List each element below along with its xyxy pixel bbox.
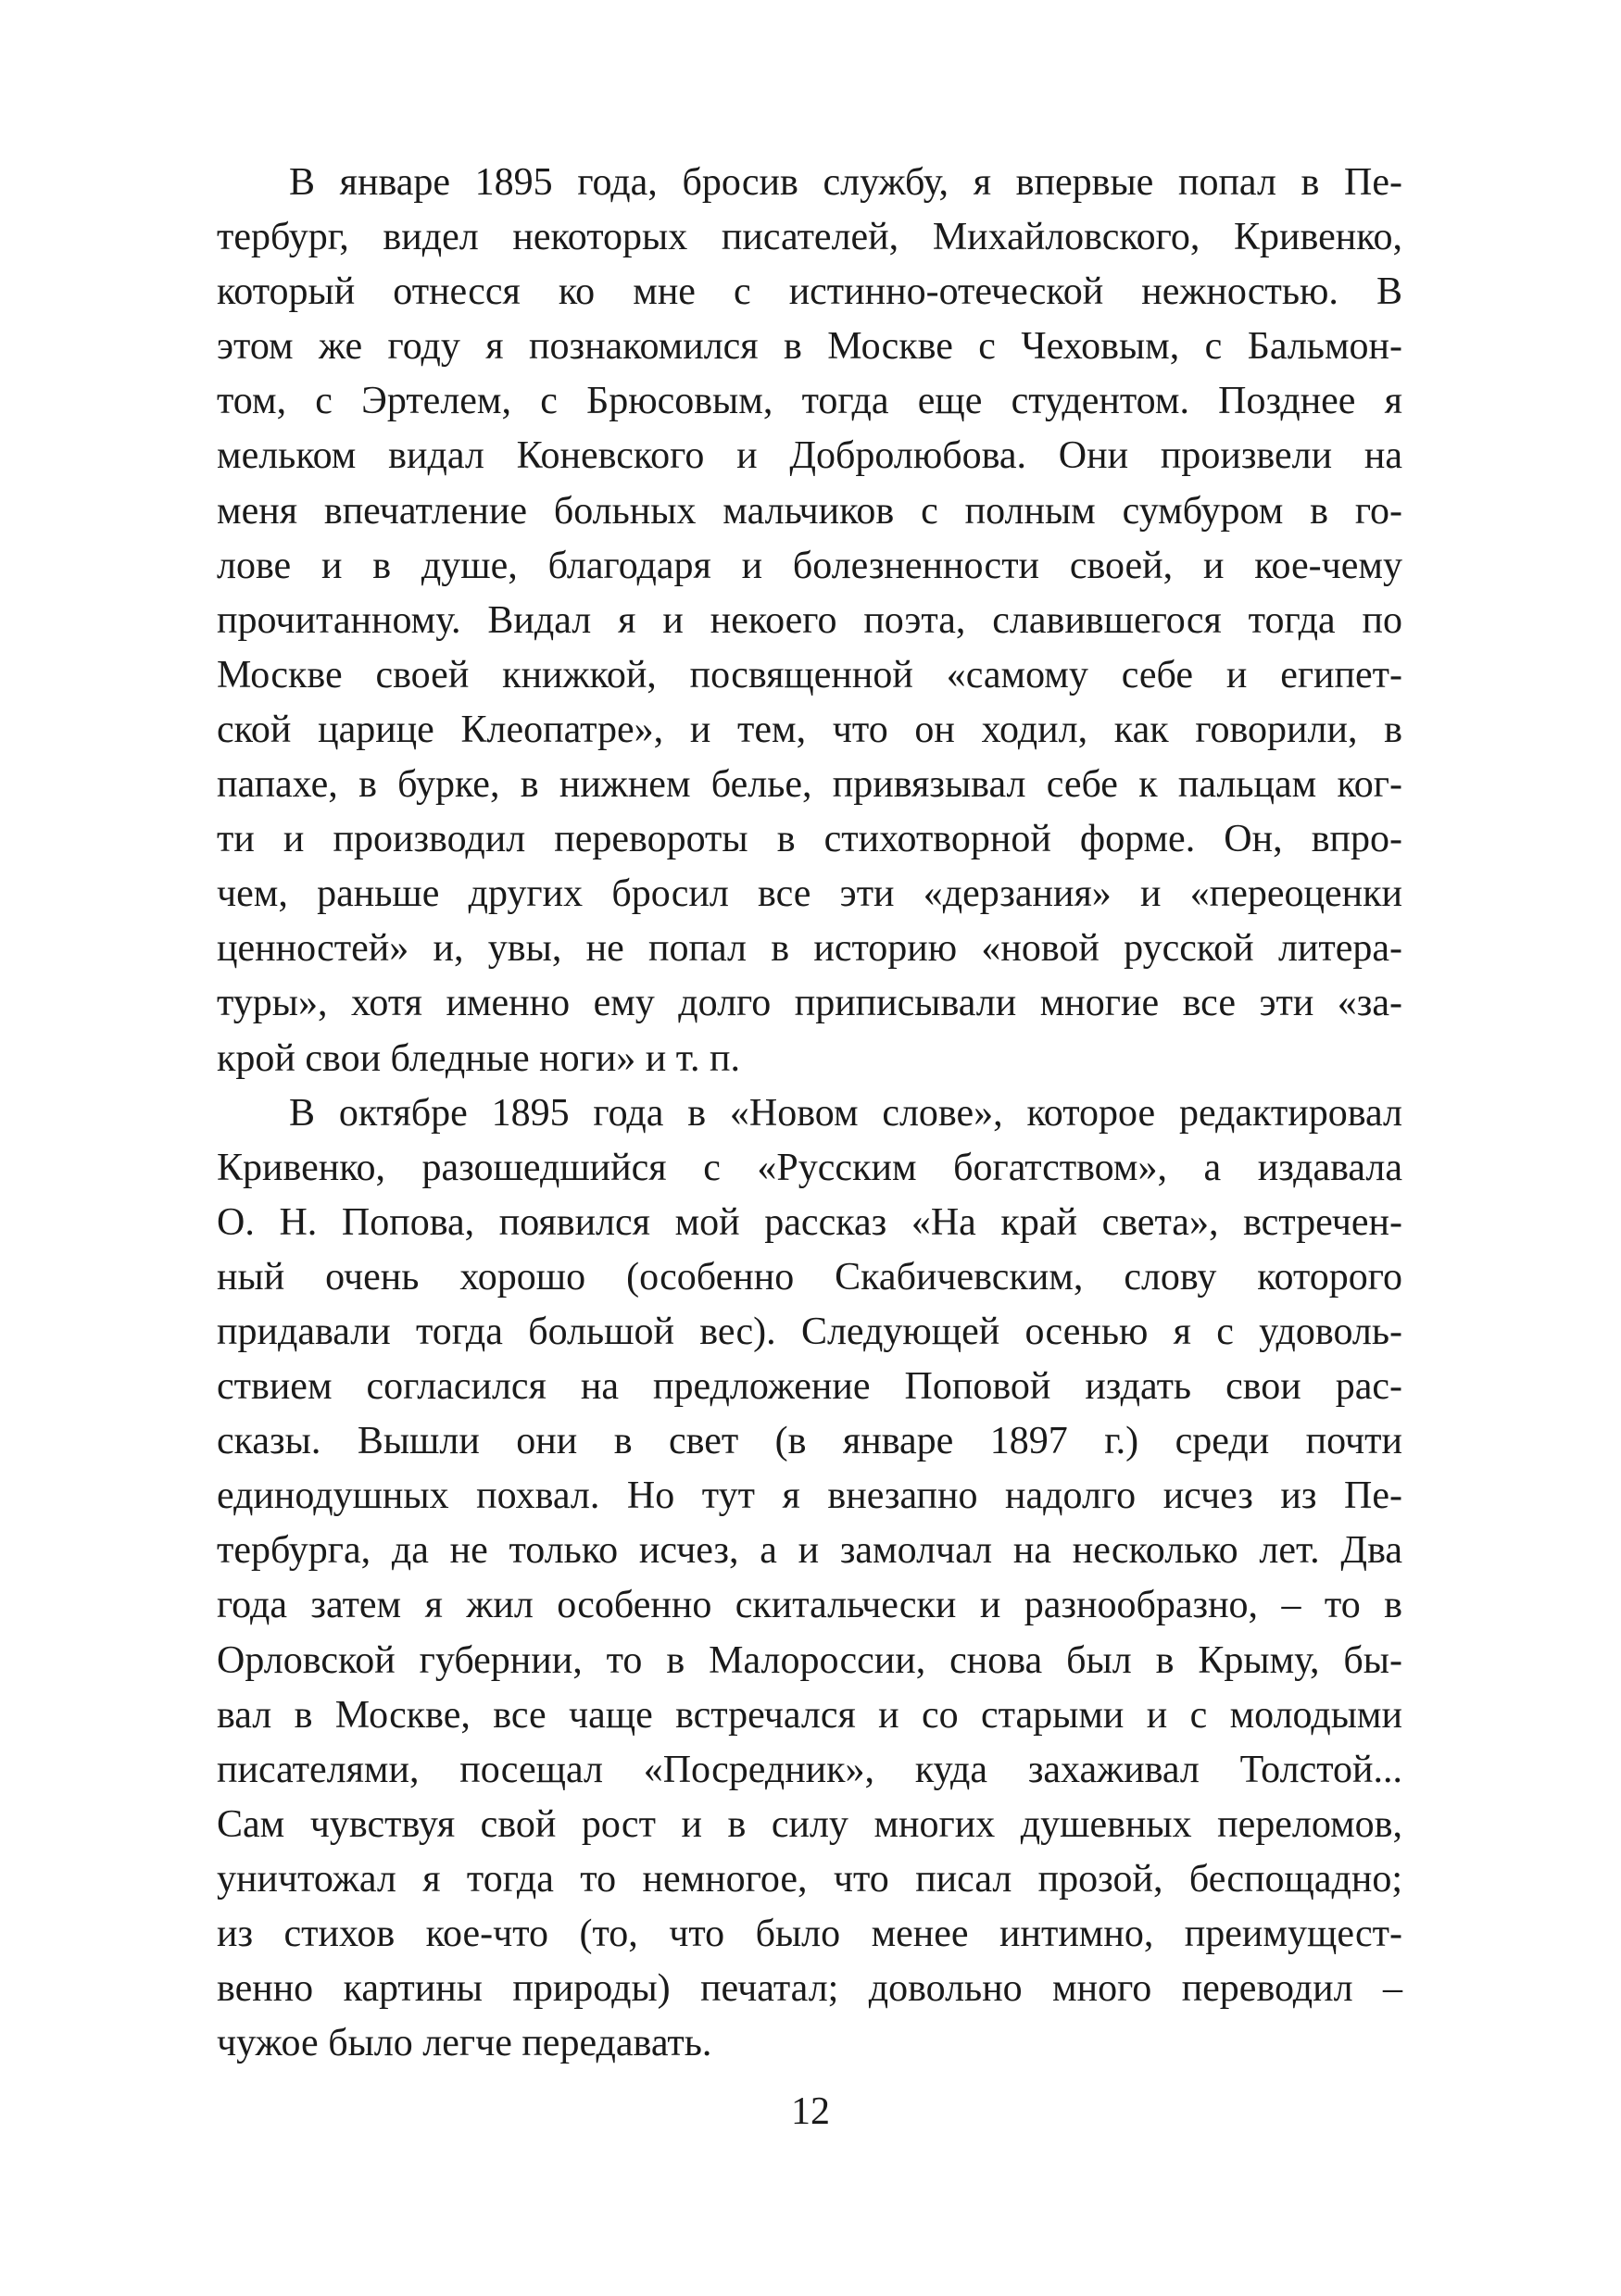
text-line: тербург, видел некоторых писателей, Михайловского, Кривенко, xyxy=(217,216,1402,259)
text-line: Москве своей книжкой, посвященной «самому себе и египет- xyxy=(217,653,1402,696)
paragraph xyxy=(217,156,1402,1086)
text-line: который отнесся ко мне с истинно-отеческой нежностью. В xyxy=(217,270,1402,314)
text-line: придавали тогда большой вес). Следующей осенью я с удоволь- xyxy=(217,1310,1402,1353)
text-line: ный очень хорошо (особенно Скабичевским, слову которого xyxy=(217,1255,1402,1299)
text-line: венно картины природы) печатал; довольно много переводил – xyxy=(217,1967,1402,2011)
text-line: уничтожал я тогда то немногое, что писал прозой, беспощадно; xyxy=(217,1857,1402,1901)
text-line: ствием согласился на предложение Поповой издать свои рас- xyxy=(217,1365,1402,1409)
page-number: 12 xyxy=(791,2090,830,2133)
text-line: вал в Москве, все чаще встречался и со старыми и с молодыми xyxy=(217,1693,1402,1737)
text-line: сказы. Вышли они в свет (в январе 1897 г.) среди почти xyxy=(217,1420,1402,1463)
paragraph xyxy=(217,1086,1402,2072)
text-line: туры», хотя именно ему долго приписывали многие все эти «за- xyxy=(217,982,1402,1025)
text-line: мельком видал Коневского и Добролюбова. Они произвели на xyxy=(217,434,1402,478)
text-line: единодушных похвал. Но тут я внезапно надолго исчез из Пе- xyxy=(217,1474,1402,1518)
text-line: папахе, в бурке, в нижнем белье, привязывал себе к пальцам ког- xyxy=(217,763,1402,807)
text-line: чем, раньше других бросил все эти «дерзания» и «переоценки xyxy=(217,872,1402,916)
text-line: В октябре 1895 года в «Новом слове», которое редактировал xyxy=(289,1091,1402,1135)
text-line: прочитанному. Видал я и некоего поэта, славившегося тогда по xyxy=(217,598,1402,642)
text-line: Кривенко, разошедшийся с «Русским богатством», а издавала xyxy=(217,1146,1402,1189)
body-text xyxy=(217,156,1402,2071)
text-line: В январе 1895 года, бросив службу, я впервые попал в Пе- xyxy=(289,161,1402,204)
text-line: года затем я жил особенно скитальчески и разнообразно, – то в xyxy=(217,1584,1402,1627)
text-line: том, с Эртелем, с Брюсовым, тогда еще студентом. Позднее я xyxy=(217,380,1402,423)
text-line: меня впечатление больных мальчиков с полным сумбуром в го- xyxy=(217,489,1402,533)
text-line: О. Н. Попова, появился мой рассказ «На край света», встречен- xyxy=(217,1200,1402,1244)
text-line: тербурга, да не только исчез, а и замолчал на несколько лет. Два xyxy=(217,1529,1402,1573)
text-line: ской царице Клеопатре», и тем, что он ходил, как говорили, в xyxy=(217,708,1402,751)
text-line: писателями, посещал «Посредник», куда захаживал Толстой... xyxy=(217,1748,1402,1791)
text-line: Орловской губернии, то в Малороссии, снова был в Крыму, бы- xyxy=(217,1638,1402,1682)
text-line: из стихов кое-что (то, что было менее интимно, преимущест- xyxy=(217,1913,1402,1955)
text-line: ти и производил перевороты в стихотворной форме. Он, впро- xyxy=(217,818,1402,861)
text-line: Сам чувствуя свой рост и в силу многих душевных переломов, xyxy=(217,1802,1402,1846)
text-line: этом же году я познакомился в Москве с Чеховым, с Бальмон- xyxy=(217,325,1402,369)
text-line: лове и в душе, благодаря и болезненности своей, и кое-чему xyxy=(217,544,1402,587)
text-line: крой свои бледные ноги» и т. п. xyxy=(217,1036,740,1080)
text-line: ценностей» и, увы, не попал в историю «новой русской литера- xyxy=(217,927,1402,971)
text-line: чужое было легче передавать. xyxy=(217,2022,712,2065)
